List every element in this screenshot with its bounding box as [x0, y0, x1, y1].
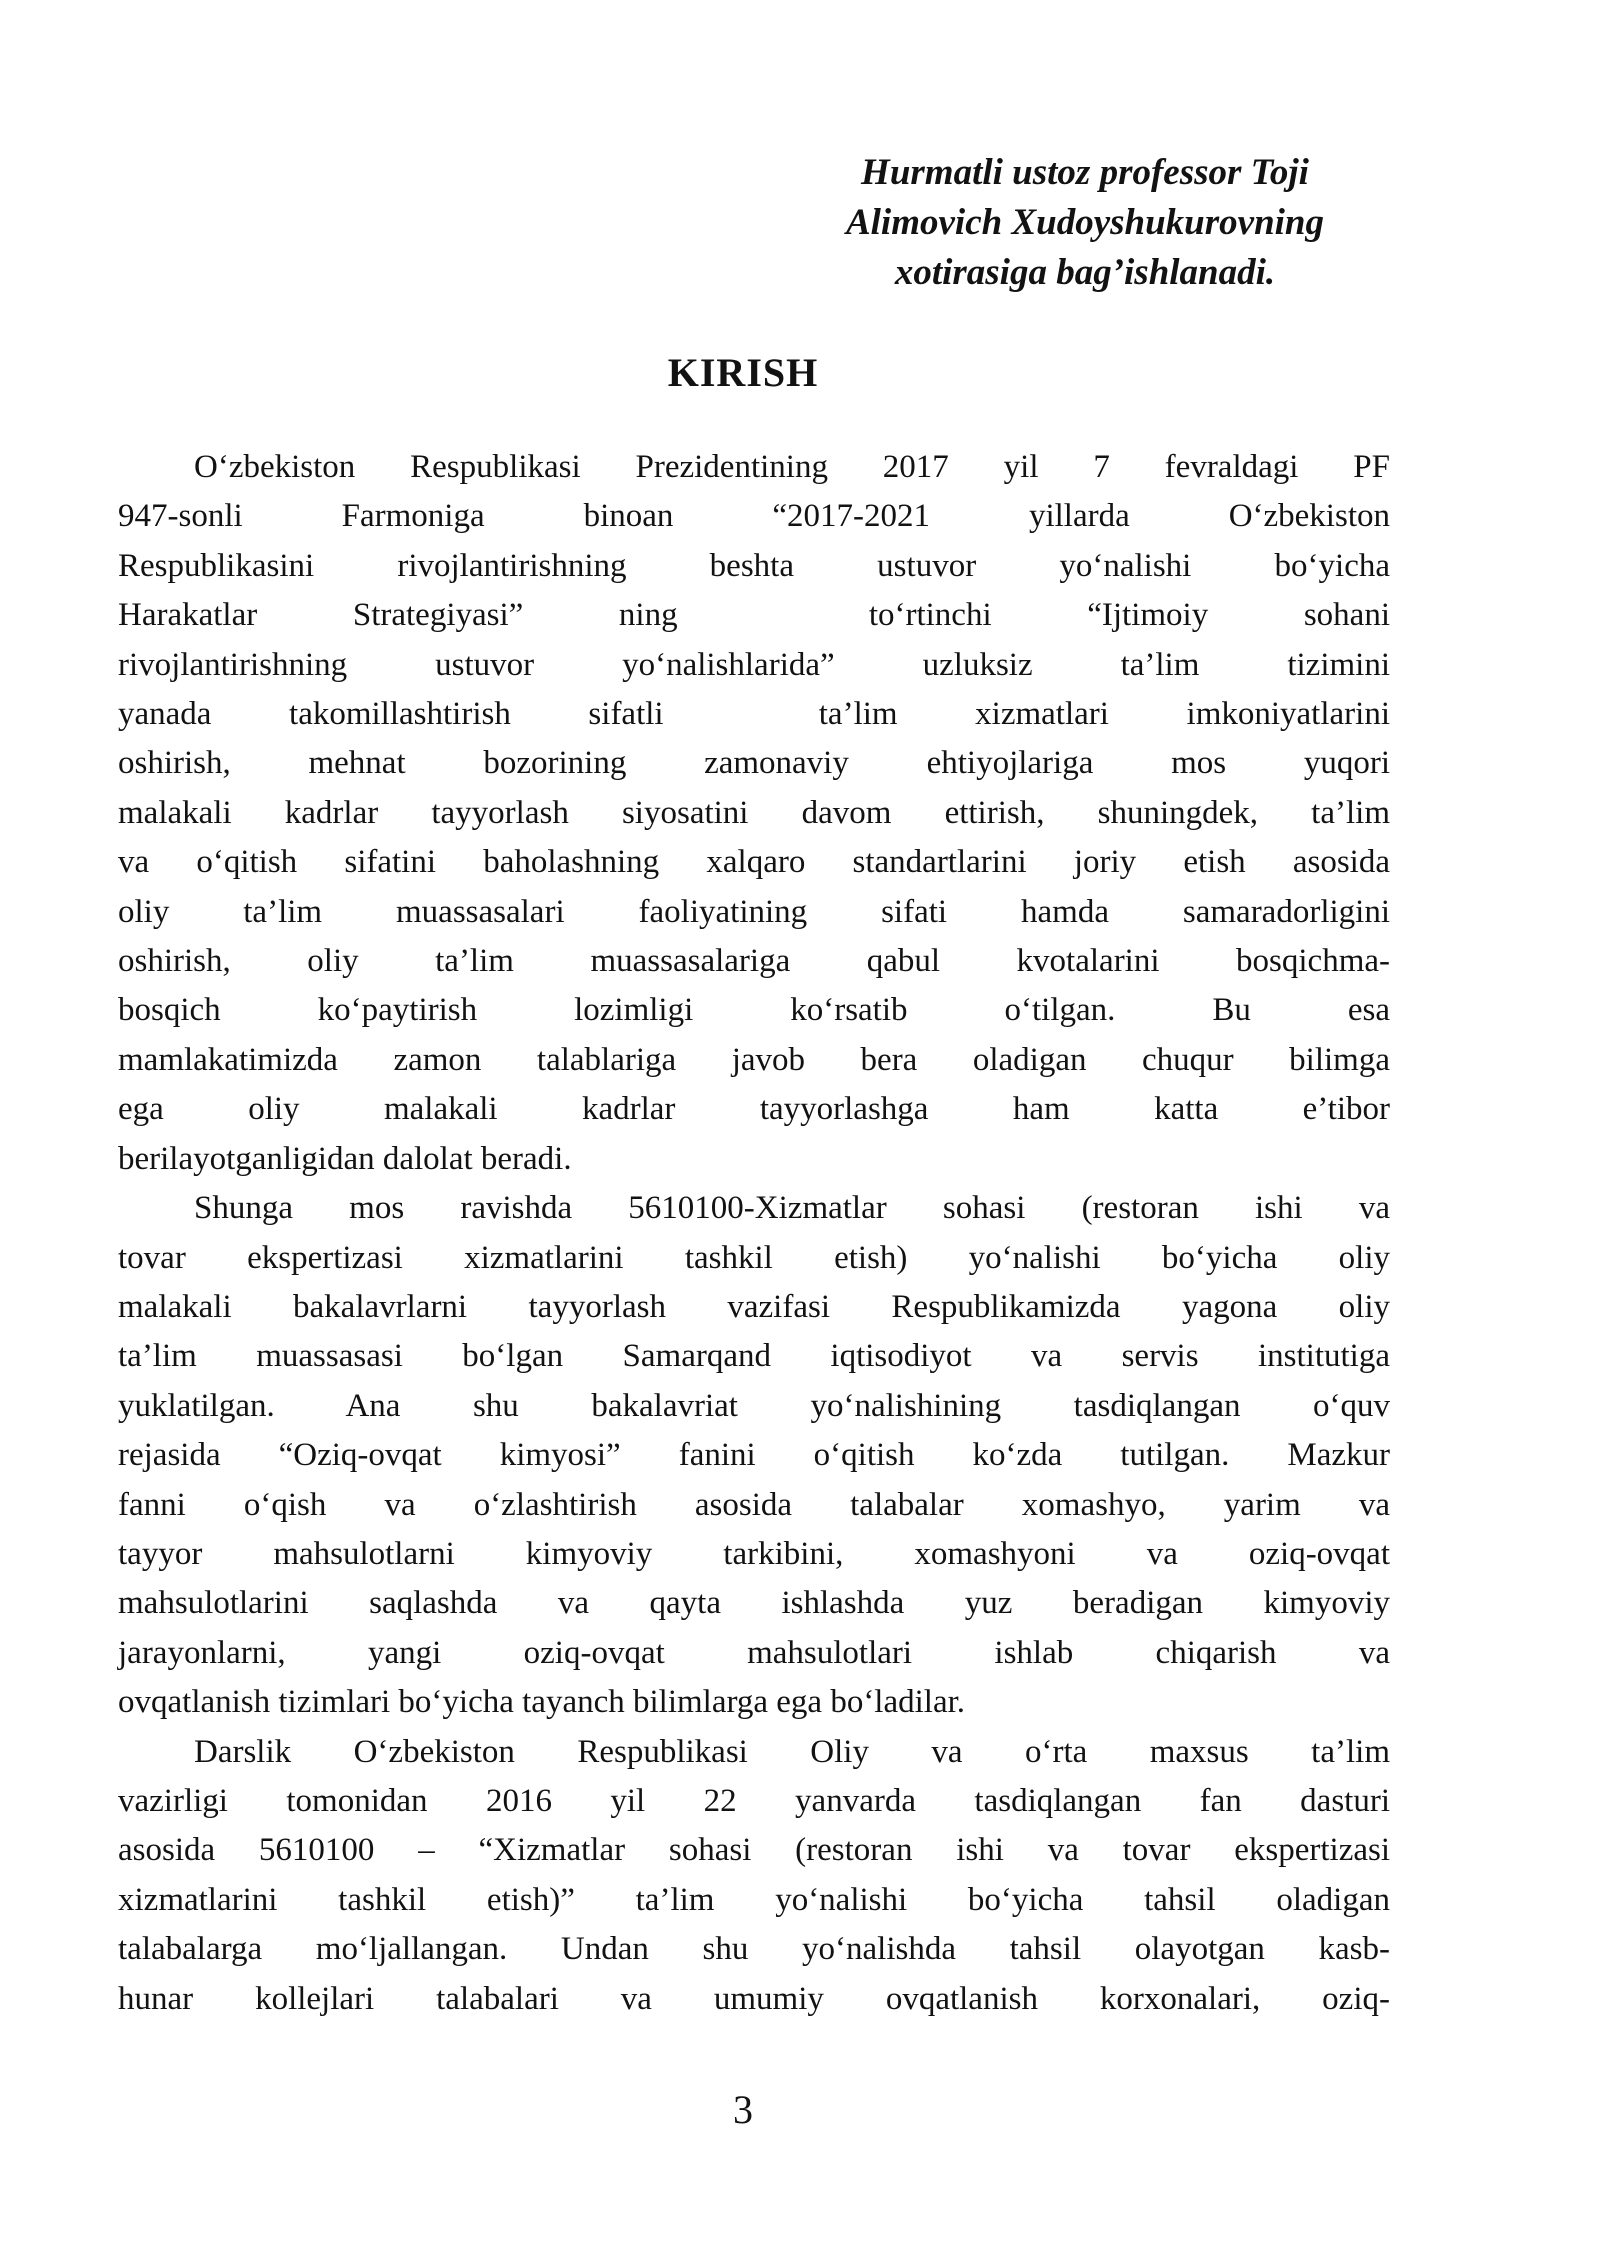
body-line: vazirligi tomonidan 2016 yil 22 yanvarda tasdiqlangan fan dasturi	[118, 1782, 1390, 1819]
body-line: va o‘qitish sifatini baholashning xalqaro standartlarini joriy etish asosida	[118, 844, 1390, 881]
body-line: asosida 5610100 – “Xizmatlar sohasi (restoran ishi va tovar ekspertizasi	[118, 1832, 1390, 1869]
body-line: Darslik O‘zbekiston Respublikasi Oliy va o‘rta maxsus ta’lim	[194, 1733, 1390, 1770]
body-line: tayyor mahsulotlarni kimyoviy tarkibini, xomashyoni va oziq-ovqat	[118, 1535, 1390, 1572]
body-line: Shunga mos ravishda 5610100-Xizmatlar sohasi (restoran ishi va	[194, 1190, 1390, 1227]
body-line: 947-sonli Farmoniga binoan “2017-2021 yillarda O‘zbekiston	[118, 498, 1390, 535]
body-line: malakali bakalavrlarni tayyorlash vazifasi Respublikamizda yagona oliy	[118, 1288, 1390, 1325]
body-line: jarayonlarni, yangi oziq-ovqat mahsulotlari ishlab chiqarish va	[118, 1634, 1390, 1671]
body-line: O‘zbekiston Respublikasi Prezidentining 2017 yil 7 fevraldagi PF	[194, 449, 1390, 485]
page-number: 3	[733, 2087, 753, 2132]
body-line: yuklatilgan. Ana shu bakalavriat yo‘nalishining tasdiqlangan o‘quv	[118, 1387, 1390, 1424]
body-line: mamlakatimizda zamon talablariga javob bera oladigan chuqur bilimga	[118, 1041, 1390, 1078]
body-line: Harakatlar Strategiyasi” ning to‘rtinchi “Ijtimoiy sohani	[118, 597, 1390, 634]
body-line: ovqatlanish tizimlari bo‘yicha tayanch bilimlarga ega bo‘ladilar.	[118, 1684, 966, 1721]
body-line: yanada takomillashtirish sifatli ta’lim xizmatlari imkoniyatlarini	[118, 696, 1390, 733]
body-line: malakali kadrlar tayyorlash siyosatini davom ettirish, shuningdek, ta’lim	[118, 794, 1390, 831]
body-line: talabalarga mo‘ljallangan. Undan shu yo‘nalishda tahsil olayotgan kasb-	[118, 1931, 1390, 1968]
body-line: Respublikasini rivojlantirishning beshta ustuvor yo‘nalishi bo‘yicha	[118, 547, 1390, 584]
body-line: tovar ekspertizasi xizmatlarini tashkil etish) yo‘nalishi bo‘yicha oliy	[118, 1239, 1390, 1276]
body-line: rivojlantirishning ustuvor yo‘nalishlarida” uzluksiz ta’lim tizimini	[118, 646, 1390, 683]
body-line: hunar kollejlari talabalari va umumiy ovqatlanish korxonalari, oziq-	[118, 1980, 1390, 2017]
chapter-heading: KIRISH	[667, 350, 819, 395]
body-line: berilayotganligidan dalolat beradi.	[118, 1140, 572, 1177]
body-line: xizmatlarini tashkil etish)” ta’lim yo‘nalishi bo‘yicha tahsil oladigan	[118, 1881, 1390, 1918]
body-line: oshirish, mehnat bozorining zamonaviy ehtiyojlariga mos yuqori	[118, 745, 1390, 782]
body-line: ega oliy malakali kadrlar tayyorlashga ham katta e’tibor	[118, 1091, 1390, 1128]
body-line: bosqich ko‘paytirish lozimligi ko‘rsatib o‘tilgan. Bu esa	[118, 992, 1390, 1029]
body-line: rejasida “Oziq-ovqat kimyosi” fanini o‘qitish ko‘zda tutilgan. Mazkur	[118, 1437, 1390, 1474]
body-line: fanni o‘qish va o‘zlashtirish asosida talabalar xomashyo, yarim va	[118, 1486, 1390, 1523]
body-line: mahsulotlarini saqlashda va qayta ishlashda yuz beradigan kimyoviy	[118, 1585, 1390, 1622]
dedication	[795, 148, 1375, 298]
body-text	[118, 443, 1390, 2024]
body-line: oliy ta’lim muassasalari faoliyatining sifati hamda samaradorligini	[118, 893, 1390, 930]
dedication-line: xotirasiga bag’ishlanadi.	[894, 252, 1276, 293]
dedication-line: Hurmatli ustoz professor Toji	[861, 152, 1309, 193]
dedication-line: Alimovich Xudoyshukurovning	[845, 202, 1325, 243]
body-line: oshirish, oliy ta’lim muassasalariga qabul kvotalarini bosqichma-	[118, 943, 1390, 980]
body-line: ta’lim muassasasi bo‘lgan Samarqand iqtisodiyot va servis institutiga	[118, 1338, 1390, 1375]
